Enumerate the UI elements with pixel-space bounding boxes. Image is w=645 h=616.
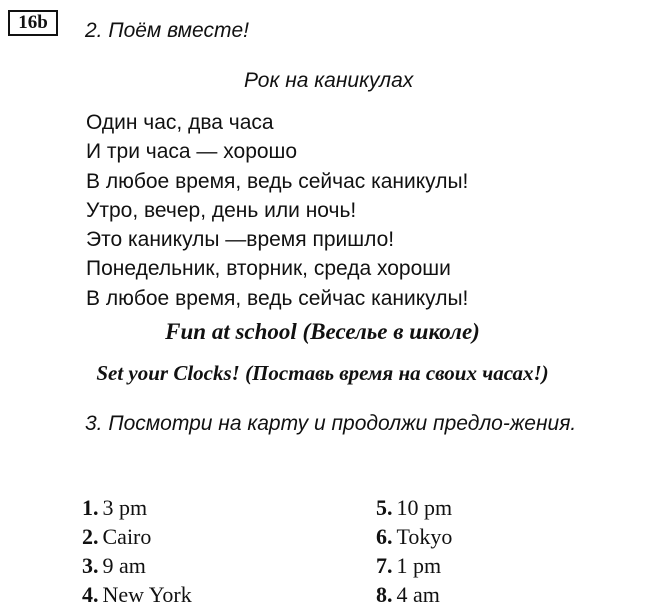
task-3-instruction: 3. Посмотри на карту и продолжи предло-жения. bbox=[85, 412, 577, 435]
poem-line: Утро, вечер, день или ночь! bbox=[86, 198, 357, 222]
answers-right-column bbox=[376, 493, 452, 609]
answer-item bbox=[376, 493, 452, 522]
poem-line: В любое время, ведь сейчас каникулы! bbox=[86, 169, 469, 193]
poem-line: И три часа — хорошо bbox=[86, 140, 298, 164]
poem-line: Понедельник, вторник, среда хороши bbox=[86, 257, 451, 281]
answer-number: 5. bbox=[376, 495, 393, 520]
answer-text: 3 pm bbox=[102, 495, 148, 520]
poem-line: Один час, два часа bbox=[86, 111, 274, 134]
poem-title: Рок на каникулах bbox=[244, 69, 414, 92]
poem-line: В любое время, ведь сейчас каникулы! bbox=[86, 286, 469, 310]
answer-number: 4. bbox=[82, 582, 99, 607]
answer-text: Cairo bbox=[102, 524, 152, 549]
answer-item bbox=[82, 493, 192, 522]
answer-item bbox=[82, 580, 192, 609]
answer-item bbox=[82, 551, 192, 580]
answer-item bbox=[82, 522, 192, 551]
answer-text: 4 am bbox=[396, 582, 440, 607]
page-badge: 16b bbox=[8, 10, 58, 36]
fun-at-school-title: Fun at school (Веселье в школе) bbox=[165, 319, 480, 344]
answer-item bbox=[376, 522, 452, 551]
answer-number: 6. bbox=[376, 524, 393, 549]
answer-number: 1. bbox=[82, 495, 99, 520]
answer-text: 10 pm bbox=[396, 495, 453, 520]
answers-left-column bbox=[82, 493, 192, 609]
set-your-clocks-title: Set your Clocks! (Поставь время на своих часах!) bbox=[96, 361, 549, 385]
answer-number: 8. bbox=[376, 582, 393, 607]
poem-line: Это каникулы —время пришло! bbox=[86, 228, 395, 252]
answer-item bbox=[376, 551, 452, 580]
task-2-heading: 2. Поём вместе! bbox=[85, 19, 250, 42]
answer-text: 1 pm bbox=[396, 553, 442, 578]
poem-lines bbox=[86, 108, 468, 313]
answer-number: 2. bbox=[82, 524, 99, 549]
answer-number: 3. bbox=[82, 553, 99, 578]
answer-number: 7. bbox=[376, 553, 393, 578]
answer-item bbox=[376, 580, 452, 609]
answer-text: Tokyo bbox=[396, 524, 453, 549]
answer-text: New York bbox=[102, 582, 192, 607]
answer-text: 9 am bbox=[102, 553, 146, 578]
